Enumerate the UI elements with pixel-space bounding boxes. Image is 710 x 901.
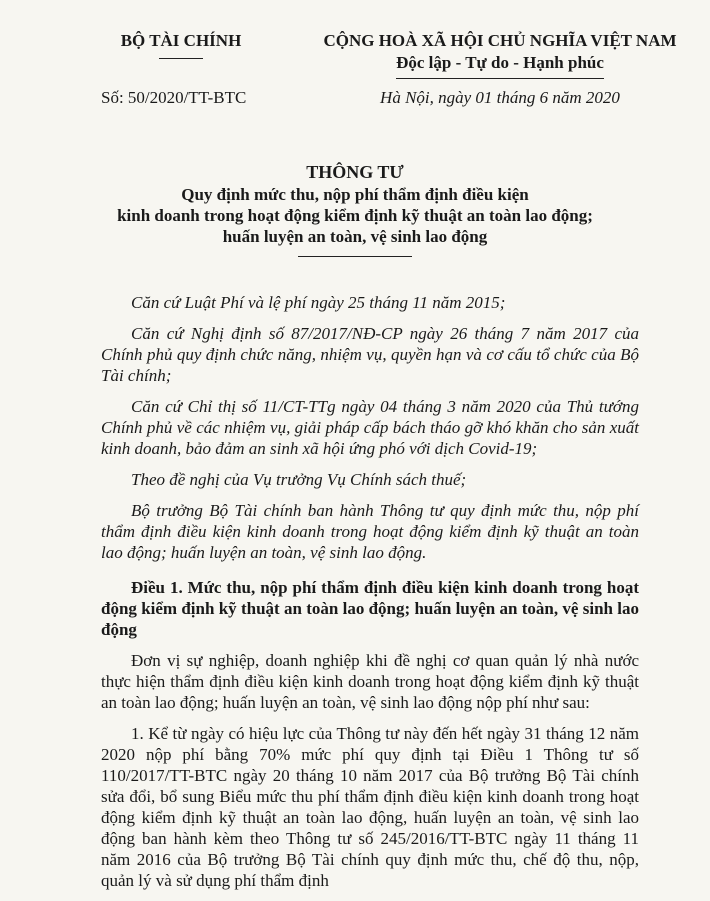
title-underline <box>298 256 412 257</box>
national-motto: Độc lập - Tự do - Hạnh phúc <box>396 53 604 72</box>
preamble-paragraph: Bộ trưởng Bộ Tài chính ban hành Thông tư quy định mức thu, nộp phí thẩm định điều kiện kinh doanh trong hoạt động kiểm định kỹ thuật an toàn lao động; huấn luyện an toàn, vệ sinh lao động. <box>101 501 639 562</box>
document-body <box>101 292 639 901</box>
title-line-1: Quy định mức thu, nộp phí thẩm định điều kiện <box>181 185 529 204</box>
document-title <box>0 160 710 257</box>
preamble-paragraph: Theo đề nghị của Vụ trưởng Vụ Chính sách thuế; <box>131 470 467 489</box>
article-1-paragraph: Đơn vị sự nghiệp, doanh nghiệp khi đề nghị cơ quan quản lý nhà nước thực hiện thẩm định điều kiện kinh doanh trong hoạt động kiểm định kỹ thuật an toàn lao động; huấn luyện an toàn, vệ sinh lao động nộp phí như sau: <box>101 651 639 712</box>
motto-underline <box>396 78 604 79</box>
preamble-paragraph: Căn cứ Luật Phí và lệ phí ngày 25 tháng 11 năm 2015; <box>131 293 506 312</box>
country-name: CỘNG HOÀ XÃ HỘI CHỦ NGHĨA VIỆT NAM <box>323 31 677 50</box>
preamble-paragraph: Căn cứ Chỉ thị số 11/CT-TTg ngày 04 tháng 3 năm 2020 của Thủ tướng Chính phủ về các nhiệm vụ, giải pháp cấp bách tháo gỡ khó khăn cho sản xuất kinh doanh, bảo đảm an sinh xã hội ứng phó với dịch Covid-19; <box>101 397 639 458</box>
agency-name: BỘ TÀI CHÍNH <box>120 31 242 50</box>
agency-header <box>96 30 266 59</box>
title-main: THÔNG TƯ <box>306 162 404 182</box>
article-1-clause-1: 1. Kể từ ngày có hiệu lực của Thông tư này đến hết ngày 31 tháng 12 năm 2020 nộp phí bằng 70% mức phí quy định tại Điều 1 Thông tư số 110/2017/TT-BTC ngày 20 tháng 10 năm 2017 của Bộ trưởng Bộ Tài chính sửa đổi, bổ sung Biểu mức thu phí thẩm định điều kiện kinh doanh trong hoạt động kiểm định kỹ thuật an toàn lao động, huấn luyện an toàn, vệ sinh lao động ban hành kèm theo Thông tư số 245/2016/TT-BTC ngày 11 tháng 11 năm 2016 của Bộ trưởng Bộ Tài chính quy định mức thu, chế độ thu, nộp, quản lý và sử dụng phí thẩm định <box>101 724 639 890</box>
place-date: Hà Nội, ngày 01 tháng 6 năm 2020 <box>380 88 620 107</box>
article-1-heading: Điều 1. Mức thu, nộp phí thẩm định điều kiện kinh doanh trong hoạt động kiểm định kỹ thuật an toàn lao động; huấn luyện an toàn, vệ sinh lao động <box>101 578 639 639</box>
preamble-paragraph: Căn cứ Nghị định số 87/2017/NĐ-CP ngày 26 tháng 7 năm 2017 của Chính phủ quy định chức năng, nhiệm vụ, quyền hạn và cơ cấu tổ chức của Bộ Tài chính; <box>101 324 639 385</box>
document-number: Số: 50/2020/TT-BTC <box>101 88 247 107</box>
title-line-3: huấn luyện an toàn, vệ sinh lao động <box>222 227 488 246</box>
title-line-2: kinh doanh trong hoạt động kiểm định kỹ thuật an toàn lao động; <box>117 206 593 225</box>
agency-underline <box>159 58 203 59</box>
national-header <box>300 30 700 79</box>
